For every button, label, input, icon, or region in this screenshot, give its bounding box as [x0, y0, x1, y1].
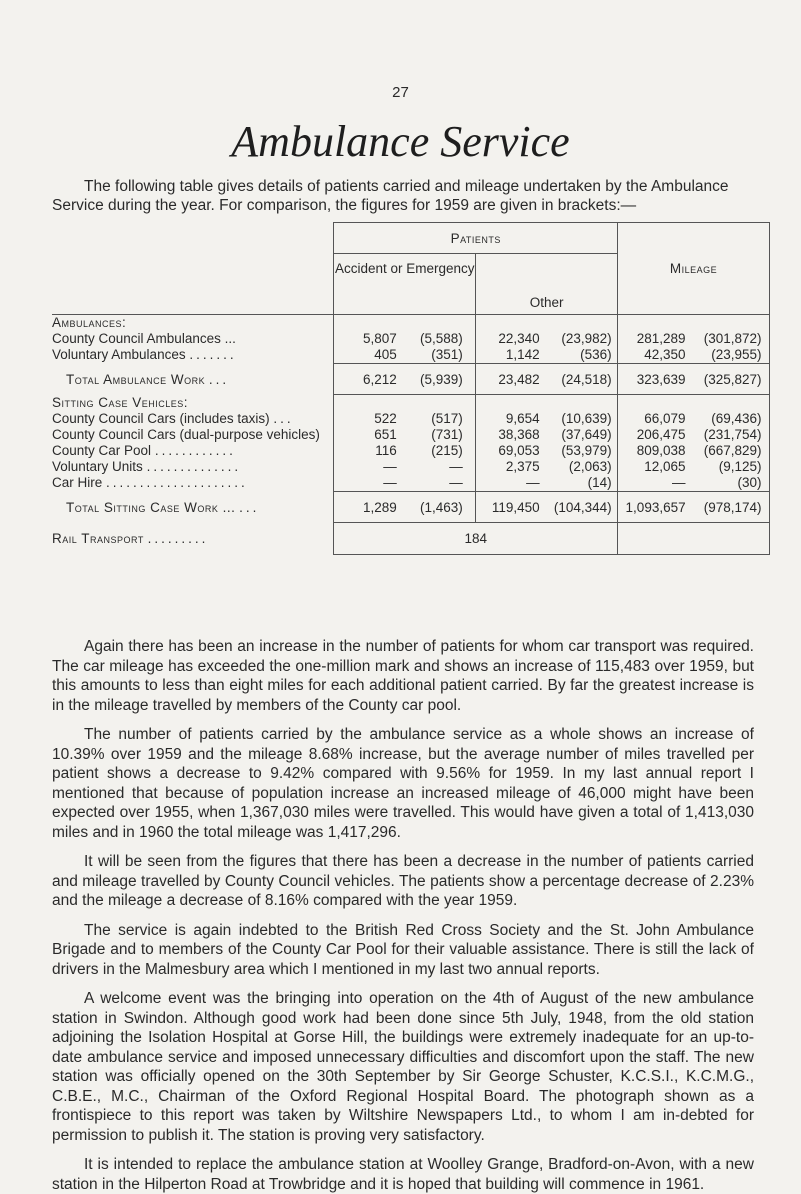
- value-1959: (23,982): [561, 331, 612, 346]
- value-1959: (37,649): [561, 427, 612, 442]
- row-label: County Car Pool ............: [52, 442, 236, 458]
- value-1959: (517): [431, 411, 463, 426]
- value-1959: (104,344): [553, 500, 612, 515]
- value: 66,079: [644, 411, 686, 426]
- row-label: County Council Ambulances ...: [52, 331, 236, 346]
- mileage-header: Mileage: [618, 223, 770, 315]
- value: 38,368: [498, 427, 540, 442]
- value: 651: [374, 427, 397, 442]
- value-1959: (10,639): [561, 411, 612, 426]
- value: 2,375: [505, 459, 540, 474]
- value: 5,807: [362, 331, 397, 346]
- value: —: [526, 475, 540, 490]
- row-label: Voluntary Ambulances .......: [52, 347, 237, 362]
- value-1959: (667,829): [703, 443, 762, 458]
- value-1959: (978,174): [703, 500, 762, 515]
- paragraph: Again there has been an increase in the number of patients for whom car transport was required. The car mileage has exceeded the one-million mark and shows an increase of 115,483 over 1959, but this amounts to less than eight miles for each additional patient carried. By far the greatest increase is in the mileage travelled by members of the County car pool.: [52, 638, 754, 714]
- value: 1,093,657: [625, 500, 686, 515]
- sitting-heading: Sitting Case Vehicles:: [52, 394, 189, 410]
- page-title: Ambulance Service: [231, 117, 570, 166]
- paragraph: It is intended to replace the ambulance station at Woolley Grange, Bradford-on-Avon, with a new station in the Hilperton Road at Trowbridge and it is hoped that building will commence in 1961.: [52, 1156, 754, 1193]
- value: 323,639: [636, 372, 686, 387]
- paragraph: A welcome event was the bringing into operation on the 4th of August of the new ambulance station in Swindon. Although good work had been done since 5th July, 1948, from the old station adjoining the Isolation Hospital at Gorse Hill, the buildings were extremely inadequate for an up-to-date ambulance service and imposed unnecessary difficulties and discomfort upon the staff. The new station was officially opened on the 30th September by Sir George Schuster, K.C.S.I., K.C.M.G., C.B.E., M.C., Chairman of the Oxford Regional Hospital Board. The photograph shown as a frontispiece to this report was taken by Wiltshire Newspapers Ltd., to whom I am in-debted for permission to publish it. The station is proving very satisfactory.: [52, 990, 754, 1144]
- paragraph: It will be seen from the figures that there has been a decrease in the number of patients carried and mileage travelled by County Council vehicles. The patients show a percentage decrease of 2.23% and the mileage a decrease of 8.16% compared with the year 1959.: [52, 853, 754, 909]
- row-label: County Council Cars (includes taxis) ...: [52, 410, 294, 426]
- value-1959: (325,827): [703, 372, 762, 387]
- value: 405: [374, 347, 397, 362]
- value: 22,340: [498, 331, 540, 346]
- value-1959: (5,939): [420, 372, 463, 387]
- value: 119,450: [491, 500, 540, 515]
- value: 12,065: [644, 459, 686, 474]
- value: 522: [374, 411, 397, 426]
- body-text: [52, 637, 754, 1194]
- rail-patients-value: 184: [334, 523, 618, 555]
- row-label: Voluntary Units ..............: [52, 458, 242, 474]
- value-1959: (351): [431, 347, 463, 362]
- value-1959: (231,754): [703, 427, 762, 442]
- paragraph: The service is again indebted to the British Red Cross Society and the St. John Ambulance Brigade and to members of the County Car Pool for their valuable assistance. There is still the lack of drivers in the Malmesbury area which I mentioned in my last two annual reports.: [52, 921, 754, 978]
- value-1959: (215): [431, 443, 463, 458]
- ambulances-heading: Ambulances:: [52, 315, 127, 330]
- value: 6,212: [362, 372, 397, 387]
- other-header: Other: [476, 254, 618, 315]
- total-ambulance-label: Total Ambulance Work: [66, 371, 206, 387]
- value: 9,654: [505, 411, 540, 426]
- patients-mileage-table: Patients Mileage Accident or Emergency Other Ambulances: County Council Ambulances ... Voluntary Ambulances ....... 5,807 (5,588) 405 (351) 22,340 (23,982) 1,142 (536) 281,289 (301,872) 42,350 (23,955) Total Ambulance Work ... 6,212 (5,939) 23,482 (24,518) 323,639 (325,827) Sitting Case Vehicles: County Council Cars (includes taxis) ... County Council Cars (dual-purpose vehicles) County Car Pool ............ Voluntary Units .............. Car Hire ..................... 522 (517) 651 (731) 116 (215) — — — — 9,654 (10,639) 38,368 (37,649) 69,053 (53,979) 2,375 (2,063) — (14) 66,079 (69,436) 206,475 (231,754) 809,038 (667,829) 12,065 (9,125) — (30) Total Sitting Case Work ... ... 1,289 (1,463) 119,450 (104,344) 1,093,657 (978,174) Rail Transport ......... 184: [52, 222, 770, 555]
- value-1959: (24,518): [561, 372, 612, 387]
- value-1959: (53,979): [561, 443, 612, 458]
- intro-text: The following table gives details of patients carried and mileage undertaken by the Ambulance Service during the year. For comparison, the figures for 1959 are given in brackets:—: [52, 178, 729, 214]
- value-1959: (9,125): [718, 459, 762, 474]
- value-1959: (30): [737, 475, 762, 490]
- value: 1,289: [362, 500, 397, 515]
- value: 69,053: [498, 443, 540, 458]
- value: 1,142: [505, 347, 540, 362]
- total-sitting-label: Total Sitting Case Work ... ...: [66, 499, 260, 515]
- value-1959: —: [449, 475, 463, 490]
- value: 281,289: [636, 331, 686, 346]
- value: —: [383, 459, 397, 474]
- page-number: 27: [392, 84, 409, 101]
- value-1959: (5,588): [420, 331, 463, 346]
- value-1959: (23,955): [711, 347, 762, 362]
- value-1959: (2,063): [568, 459, 612, 474]
- value-1959: (536): [580, 347, 612, 362]
- row-label: Car Hire .....................: [52, 474, 248, 490]
- value-1959: (69,436): [711, 411, 762, 426]
- intro-paragraph: [52, 177, 752, 215]
- value-1959: (1,463): [420, 500, 463, 515]
- value: 42,350: [644, 347, 686, 362]
- value-1959: (14): [587, 475, 612, 490]
- paragraph: The number of patients carried by the ambulance service as a whole shows an increase of 10.39% over 1959 and the mileage 8.68% increase, but the average number of miles travelled per patient shows a decrease to 9.42% compared with 9.56% for 1959. In my last annual report I mentioned that because of population increase an increased mileage of 46,000 might have been expected over 1955, when 1,367,030 miles were travelled. This would have given a total of 1,413,030 miles and in 1960 the total mileage was 1,417,296.: [52, 726, 754, 841]
- row-label: County Council Cars (dual-purpose vehicles): [52, 426, 320, 442]
- value-1959: (301,872): [703, 331, 762, 346]
- value: 809,038: [636, 443, 686, 458]
- accident-header: Accident or Emergency: [334, 254, 476, 315]
- value: 116: [375, 443, 397, 458]
- value: —: [672, 475, 686, 490]
- value-1959: —: [449, 459, 463, 474]
- rail-transport-label: Rail Transport .........: [52, 530, 209, 546]
- value: 206,475: [636, 427, 686, 442]
- value: 23,482: [498, 372, 540, 387]
- patients-header: Patients: [334, 223, 618, 254]
- value: —: [383, 475, 397, 490]
- value-1959: (731): [431, 427, 463, 442]
